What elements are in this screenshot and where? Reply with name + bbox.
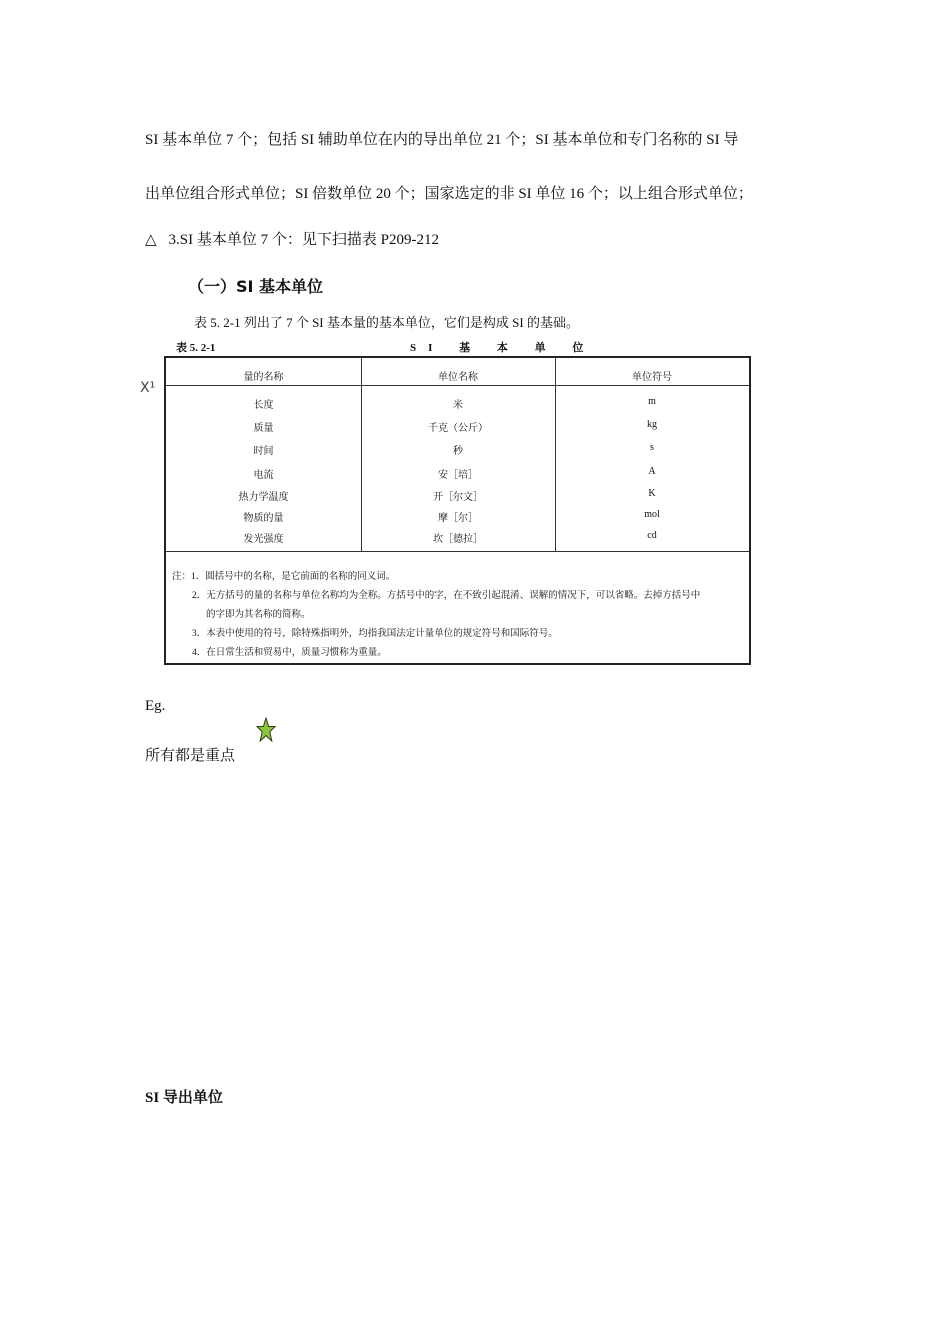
table-cell: cd xyxy=(647,530,657,541)
table-cell: 摩［尔］ xyxy=(438,513,478,524)
column-divider xyxy=(555,358,556,551)
scan-section-title: （一）SI 基本单位 xyxy=(188,277,324,296)
table-cell: s xyxy=(650,442,654,453)
star-icon xyxy=(256,717,276,743)
table-note: 3．本表中使用的符号，除特殊指明外，均指我国法定计量单位的规定符号和国际符号。 xyxy=(192,629,558,639)
table-cell: 发光强度 xyxy=(243,534,284,545)
table-note: 的字即为其名称的简称。 xyxy=(206,610,311,620)
table-note: 注：1．圆括号中的名称，是它前面的名称的同义词。 xyxy=(172,572,396,582)
paragraph-line-3 xyxy=(145,228,439,249)
table-frame xyxy=(164,356,751,665)
table-cell: 米 xyxy=(453,400,463,411)
header-quantity-name: 量的名称 xyxy=(243,372,284,383)
header-divider xyxy=(166,385,749,386)
table-label: 表 5. 2-1 xyxy=(176,342,216,354)
table-cell: 千克（公斤） xyxy=(428,423,488,434)
table-cell: kg xyxy=(647,419,657,430)
table-note: 4．在日常生活和贸易中，质量习惯称为重量。 xyxy=(192,648,387,658)
scan-intro: 表 5. 2-1 列出了 7 个 SI 基本量的基本单位，它们是构成 SI 的基础。 xyxy=(194,315,579,330)
important-note: 所有都是重点 xyxy=(145,748,236,764)
table-cell: 热力学温度 xyxy=(238,492,289,503)
section-heading-si-derived-units: SI 导出单位 xyxy=(145,1090,223,1106)
table-cell: 坎［德拉］ xyxy=(433,534,483,545)
table-cell: 质量 xyxy=(253,423,274,434)
table-cell: A xyxy=(648,466,656,477)
eg-label: Eg. xyxy=(145,698,166,714)
paragraph-line-1: SI 基本单位 7 个；包括 SI 辅助单位在内的导出单位 21 个；SI 基本单位和专门名称的 SI 导 xyxy=(145,132,739,148)
table-cell: 秒 xyxy=(453,446,463,457)
table-note: 2．无方括号的量的名称与单位名称均为全称。方括号中的字，在不致引起混淆、误解的情况下，可以省略。去掉方括号中 xyxy=(192,591,701,601)
table-cell: 时间 xyxy=(253,446,274,457)
table-cell: mol xyxy=(644,509,660,520)
table-title: SI 基 本 单 位 xyxy=(410,342,596,354)
table-cell: m xyxy=(648,396,656,407)
margin-handwritten-mark: X¹ xyxy=(140,380,156,396)
table-cell: 长度 xyxy=(253,400,274,411)
notes-divider xyxy=(166,551,749,552)
paragraph-line-3-text: 3.SI 基本单位 7 个：见下扫描表 P209-212 xyxy=(168,232,439,248)
scanned-table-image xyxy=(138,268,798,678)
table-cell: 电流 xyxy=(253,470,274,481)
table-cell: 开［尔文］ xyxy=(433,492,483,503)
table-cell: 安［培］ xyxy=(438,470,478,481)
paragraph-line-2: 出单位组合形式单位；SI 倍数单位 20 个；国家选定的非 SI 单位 16 个；以上组合形式单位； xyxy=(145,186,753,202)
header-unit-name: 单位名称 xyxy=(438,372,478,383)
header-unit-symbol: 单位符号 xyxy=(632,372,672,383)
triangle-symbol: △ xyxy=(145,232,157,248)
table-cell: K xyxy=(648,488,656,499)
table-cell: 物质的量 xyxy=(243,513,284,524)
